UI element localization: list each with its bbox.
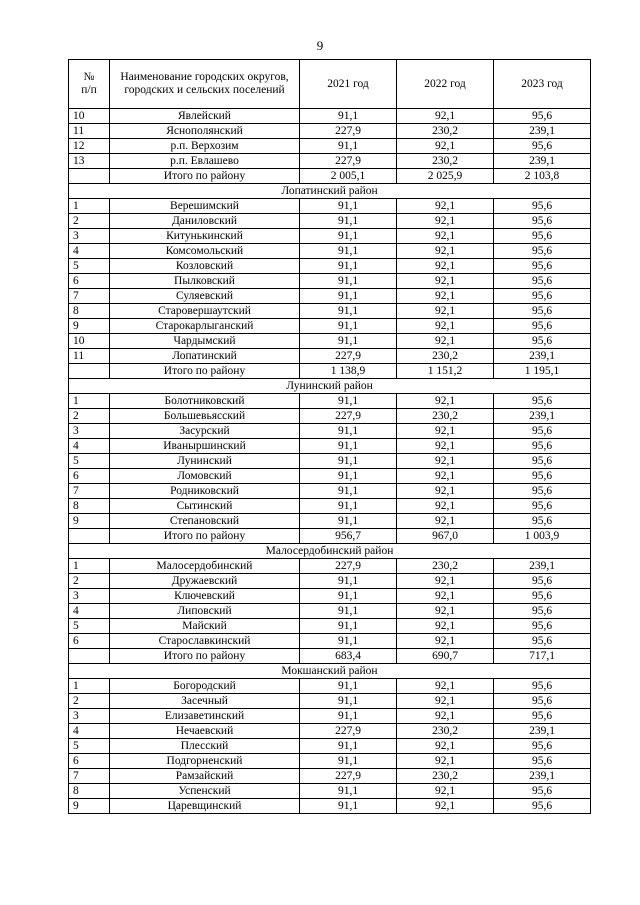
cell-2022: 230,2 xyxy=(397,769,494,784)
cell-number: 3 xyxy=(69,229,110,244)
cell-name: Яснополянский xyxy=(110,124,300,139)
cell-name: Рамзайский xyxy=(110,769,300,784)
table-row xyxy=(69,409,591,424)
cell-2022: 92,1 xyxy=(397,289,494,304)
cell-2021: 91,1 xyxy=(300,484,397,499)
cell-number: 4 xyxy=(69,244,110,259)
table-row xyxy=(69,709,591,724)
cell-2022: 92,1 xyxy=(397,484,494,499)
cell-name: Чардымский xyxy=(110,334,300,349)
cell-2021: 91,1 xyxy=(300,259,397,274)
cell-name: Итого по району xyxy=(110,529,300,544)
header-2023: 2023 год xyxy=(494,60,591,109)
cell-number xyxy=(69,529,110,544)
cell-2021: 91,1 xyxy=(300,634,397,649)
table-row xyxy=(69,334,591,349)
cell-2023: 95,6 xyxy=(494,394,591,409)
cell-number xyxy=(69,169,110,184)
cell-2023: 95,6 xyxy=(494,574,591,589)
total-row xyxy=(69,529,591,544)
cell-2022: 92,1 xyxy=(397,199,494,214)
cell-2022: 92,1 xyxy=(397,214,494,229)
cell-2023: 239,1 xyxy=(494,154,591,169)
cell-2023: 95,6 xyxy=(494,604,591,619)
cell-2021: 227,9 xyxy=(300,724,397,739)
table-body xyxy=(69,109,591,814)
cell-2022: 92,1 xyxy=(397,604,494,619)
cell-2021: 91,1 xyxy=(300,514,397,529)
cell-2021: 956,7 xyxy=(300,529,397,544)
cell-2021: 91,1 xyxy=(300,589,397,604)
table-row xyxy=(69,604,591,619)
cell-2023: 95,6 xyxy=(494,319,591,334)
cell-2021: 91,1 xyxy=(300,694,397,709)
total-row xyxy=(69,169,591,184)
cell-2023: 95,6 xyxy=(494,469,591,484)
cell-number: 3 xyxy=(69,709,110,724)
table-row xyxy=(69,454,591,469)
table-row xyxy=(69,634,591,649)
cell-number: 4 xyxy=(69,724,110,739)
cell-2021: 91,1 xyxy=(300,214,397,229)
cell-2022: 92,1 xyxy=(397,754,494,769)
cell-2023: 95,6 xyxy=(494,199,591,214)
cell-2022: 92,1 xyxy=(397,319,494,334)
cell-2022: 92,1 xyxy=(397,634,494,649)
cell-2023: 95,6 xyxy=(494,274,591,289)
cell-number: 6 xyxy=(69,634,110,649)
cell-2021: 91,1 xyxy=(300,199,397,214)
cell-2023: 95,6 xyxy=(494,139,591,154)
table-row xyxy=(69,484,591,499)
cell-2022: 1 151,2 xyxy=(397,364,494,379)
cell-number: 2 xyxy=(69,214,110,229)
cell-2021: 91,1 xyxy=(300,499,397,514)
cell-number: 1 xyxy=(69,559,110,574)
allocation-table xyxy=(68,59,591,814)
cell-name: Подгорненский xyxy=(110,754,300,769)
table-row xyxy=(69,469,591,484)
cell-number: 5 xyxy=(69,739,110,754)
cell-2022: 92,1 xyxy=(397,784,494,799)
cell-2023: 95,6 xyxy=(494,484,591,499)
cell-2023: 95,6 xyxy=(494,784,591,799)
header-2022: 2022 год xyxy=(397,60,494,109)
table-row xyxy=(69,274,591,289)
cell-name: Нечаевский xyxy=(110,724,300,739)
cell-number: 10 xyxy=(69,109,110,124)
cell-name: Итого по району xyxy=(110,169,300,184)
cell-name: Лунинский xyxy=(110,454,300,469)
cell-2021: 91,1 xyxy=(300,334,397,349)
cell-2021: 227,9 xyxy=(300,409,397,424)
cell-2022: 92,1 xyxy=(397,799,494,814)
cell-number: 11 xyxy=(69,124,110,139)
cell-2022: 92,1 xyxy=(397,274,494,289)
cell-2023: 1 195,1 xyxy=(494,364,591,379)
cell-name: Старовершаутский xyxy=(110,304,300,319)
cell-name: Засурский xyxy=(110,424,300,439)
cell-number: 11 xyxy=(69,349,110,364)
cell-name: р.п. Верхозим xyxy=(110,139,300,154)
cell-name: Китунькинский xyxy=(110,229,300,244)
cell-number: 6 xyxy=(69,469,110,484)
table-row xyxy=(69,679,591,694)
table-row xyxy=(69,199,591,214)
cell-number: 5 xyxy=(69,619,110,634)
cell-2023: 239,1 xyxy=(494,349,591,364)
cell-name: Засечный xyxy=(110,694,300,709)
cell-name: Верешимский xyxy=(110,199,300,214)
section-row xyxy=(69,664,591,679)
section-title: Мокшанский район xyxy=(69,664,591,679)
section-title: Лунинский район xyxy=(69,379,591,394)
cell-number: 8 xyxy=(69,304,110,319)
cell-2021: 91,1 xyxy=(300,424,397,439)
cell-number: 4 xyxy=(69,604,110,619)
section-row xyxy=(69,379,591,394)
cell-name: Сытинский xyxy=(110,499,300,514)
cell-2021: 91,1 xyxy=(300,394,397,409)
section-title: Лопатинский район xyxy=(69,184,591,199)
cell-2021: 91,1 xyxy=(300,619,397,634)
cell-2023: 95,6 xyxy=(494,214,591,229)
cell-2022: 92,1 xyxy=(397,694,494,709)
section-row xyxy=(69,544,591,559)
section-row xyxy=(69,184,591,199)
cell-name: Козловский xyxy=(110,259,300,274)
cell-2023: 95,6 xyxy=(494,454,591,469)
cell-2021: 227,9 xyxy=(300,559,397,574)
cell-2021: 91,1 xyxy=(300,709,397,724)
cell-name: Итого по району xyxy=(110,364,300,379)
cell-2021: 91,1 xyxy=(300,109,397,124)
cell-2023: 95,6 xyxy=(494,439,591,454)
total-row xyxy=(69,649,591,664)
cell-2021: 683,4 xyxy=(300,649,397,664)
table-row xyxy=(69,394,591,409)
cell-number: 4 xyxy=(69,439,110,454)
cell-2022: 230,2 xyxy=(397,559,494,574)
cell-name: Старославкинский xyxy=(110,634,300,649)
cell-number: 13 xyxy=(69,154,110,169)
cell-2023: 95,6 xyxy=(494,634,591,649)
cell-2023: 95,6 xyxy=(494,754,591,769)
table-row xyxy=(69,499,591,514)
cell-2023: 239,1 xyxy=(494,769,591,784)
table-row xyxy=(69,739,591,754)
total-row xyxy=(69,364,591,379)
cell-2021: 91,1 xyxy=(300,244,397,259)
cell-2023: 95,6 xyxy=(494,679,591,694)
cell-number: 3 xyxy=(69,589,110,604)
cell-number: 5 xyxy=(69,454,110,469)
table-row xyxy=(69,319,591,334)
cell-2022: 92,1 xyxy=(397,514,494,529)
cell-2023: 95,6 xyxy=(494,694,591,709)
cell-2021: 91,1 xyxy=(300,439,397,454)
cell-2022: 92,1 xyxy=(397,229,494,244)
cell-name: Ломовский xyxy=(110,469,300,484)
cell-2021: 1 138,9 xyxy=(300,364,397,379)
cell-name: Успенский xyxy=(110,784,300,799)
cell-name: Большевьясский xyxy=(110,409,300,424)
cell-2021: 91,1 xyxy=(300,454,397,469)
cell-2021: 91,1 xyxy=(300,304,397,319)
cell-2021: 91,1 xyxy=(300,739,397,754)
cell-2023: 95,6 xyxy=(494,514,591,529)
cell-2022: 230,2 xyxy=(397,124,494,139)
cell-number: 2 xyxy=(69,409,110,424)
table-row xyxy=(69,724,591,739)
cell-2022: 967,0 xyxy=(397,529,494,544)
cell-2022: 92,1 xyxy=(397,619,494,634)
cell-2022: 690,7 xyxy=(397,649,494,664)
cell-2022: 92,1 xyxy=(397,709,494,724)
cell-name: Пылковский xyxy=(110,274,300,289)
cell-2023: 95,6 xyxy=(494,229,591,244)
cell-number xyxy=(69,364,110,379)
cell-2023: 95,6 xyxy=(494,334,591,349)
cell-2023: 95,6 xyxy=(494,424,591,439)
cell-number: 1 xyxy=(69,199,110,214)
cell-2021: 91,1 xyxy=(300,574,397,589)
cell-2022: 92,1 xyxy=(397,499,494,514)
cell-2022: 92,1 xyxy=(397,109,494,124)
header-name: Наименование городских округов, городских и сельских поселений xyxy=(110,60,300,109)
cell-2023: 95,6 xyxy=(494,499,591,514)
cell-2021: 91,1 xyxy=(300,319,397,334)
table-row xyxy=(69,574,591,589)
cell-2021: 91,1 xyxy=(300,604,397,619)
cell-2022: 2 025,9 xyxy=(397,169,494,184)
cell-number: 8 xyxy=(69,499,110,514)
cell-name: Малосердобинский xyxy=(110,559,300,574)
cell-2023: 239,1 xyxy=(494,124,591,139)
cell-name: Итого по району xyxy=(110,649,300,664)
cell-number: 7 xyxy=(69,289,110,304)
cell-2022: 230,2 xyxy=(397,724,494,739)
cell-2021: 91,1 xyxy=(300,139,397,154)
cell-2021: 91,1 xyxy=(300,679,397,694)
cell-number: 3 xyxy=(69,424,110,439)
cell-2021: 2 005,1 xyxy=(300,169,397,184)
cell-2023: 95,6 xyxy=(494,589,591,604)
cell-number: 6 xyxy=(69,754,110,769)
cell-2021: 91,1 xyxy=(300,469,397,484)
table-row xyxy=(69,154,591,169)
cell-2023: 239,1 xyxy=(494,559,591,574)
cell-name: Явлейский xyxy=(110,109,300,124)
cell-name: Старокарлыганский xyxy=(110,319,300,334)
cell-2021: 227,9 xyxy=(300,154,397,169)
table-row xyxy=(69,229,591,244)
table-row xyxy=(69,139,591,154)
cell-number: 6 xyxy=(69,274,110,289)
table-row xyxy=(69,754,591,769)
cell-2021: 227,9 xyxy=(300,349,397,364)
cell-2023: 95,6 xyxy=(494,739,591,754)
table-header-row xyxy=(69,60,591,109)
cell-2022: 92,1 xyxy=(397,589,494,604)
cell-number: 9 xyxy=(69,319,110,334)
cell-number: 7 xyxy=(69,769,110,784)
cell-number xyxy=(69,649,110,664)
cell-2021: 91,1 xyxy=(300,289,397,304)
cell-number: 7 xyxy=(69,484,110,499)
cell-name: Царевщинский xyxy=(110,799,300,814)
cell-2023: 717,1 xyxy=(494,649,591,664)
cell-2023: 1 003,9 xyxy=(494,529,591,544)
table-row xyxy=(69,784,591,799)
cell-name: Ключевский xyxy=(110,589,300,604)
cell-name: Дружаевский xyxy=(110,574,300,589)
table-row xyxy=(69,439,591,454)
cell-2022: 230,2 xyxy=(397,409,494,424)
header-number: № п/п xyxy=(69,60,110,109)
cell-2022: 92,1 xyxy=(397,259,494,274)
table-row xyxy=(69,259,591,274)
table-row xyxy=(69,289,591,304)
table-row xyxy=(69,124,591,139)
cell-2021: 91,1 xyxy=(300,799,397,814)
cell-2022: 92,1 xyxy=(397,304,494,319)
cell-2022: 92,1 xyxy=(397,679,494,694)
cell-2023: 95,6 xyxy=(494,259,591,274)
cell-name: Степановский xyxy=(110,514,300,529)
cell-2021: 227,9 xyxy=(300,769,397,784)
table-row xyxy=(69,244,591,259)
cell-2022: 92,1 xyxy=(397,439,494,454)
cell-number: 2 xyxy=(69,694,110,709)
table-row xyxy=(69,559,591,574)
cell-number: 10 xyxy=(69,334,110,349)
cell-number: 9 xyxy=(69,514,110,529)
cell-2023: 2 103,8 xyxy=(494,169,591,184)
cell-2023: 95,6 xyxy=(494,709,591,724)
cell-2023: 95,6 xyxy=(494,289,591,304)
cell-2021: 91,1 xyxy=(300,274,397,289)
cell-2023: 95,6 xyxy=(494,619,591,634)
section-title: Малосердобинский район xyxy=(69,544,591,559)
cell-2022: 92,1 xyxy=(397,454,494,469)
table-row xyxy=(69,424,591,439)
cell-name: р.п. Евлашево xyxy=(110,154,300,169)
table-row xyxy=(69,214,591,229)
header-2021: 2021 год xyxy=(300,60,397,109)
cell-2022: 92,1 xyxy=(397,574,494,589)
cell-2022: 92,1 xyxy=(397,394,494,409)
page-number: 9 xyxy=(316,38,324,53)
cell-2021: 91,1 xyxy=(300,229,397,244)
cell-number: 5 xyxy=(69,259,110,274)
cell-2021: 91,1 xyxy=(300,754,397,769)
cell-2021: 227,9 xyxy=(300,124,397,139)
table-row xyxy=(69,694,591,709)
cell-name: Майский xyxy=(110,619,300,634)
cell-2022: 92,1 xyxy=(397,739,494,754)
cell-2023: 95,6 xyxy=(494,109,591,124)
cell-2023: 95,6 xyxy=(494,799,591,814)
cell-2023: 95,6 xyxy=(494,244,591,259)
cell-name: Родниковский xyxy=(110,484,300,499)
table-row xyxy=(69,799,591,814)
cell-number: 2 xyxy=(69,574,110,589)
cell-name: Иваныршинский xyxy=(110,439,300,454)
cell-number: 1 xyxy=(69,394,110,409)
cell-2023: 95,6 xyxy=(494,304,591,319)
cell-name: Липовский xyxy=(110,604,300,619)
cell-number: 9 xyxy=(69,799,110,814)
cell-name: Даниловский xyxy=(110,214,300,229)
cell-2021: 91,1 xyxy=(300,784,397,799)
cell-name: Суляевский xyxy=(110,289,300,304)
table-row xyxy=(69,109,591,124)
table-row xyxy=(69,769,591,784)
table-row xyxy=(69,589,591,604)
cell-2022: 230,2 xyxy=(397,349,494,364)
cell-name: Болотниковский xyxy=(110,394,300,409)
cell-number: 12 xyxy=(69,139,110,154)
cell-2022: 92,1 xyxy=(397,424,494,439)
cell-2023: 239,1 xyxy=(494,409,591,424)
cell-2023: 239,1 xyxy=(494,724,591,739)
table-row xyxy=(69,304,591,319)
cell-number: 1 xyxy=(69,679,110,694)
cell-2022: 92,1 xyxy=(397,469,494,484)
cell-name: Плесский xyxy=(110,739,300,754)
table-row xyxy=(69,349,591,364)
table-row xyxy=(69,619,591,634)
cell-name: Лопатинский xyxy=(110,349,300,364)
cell-name: Елизаветинский xyxy=(110,709,300,724)
cell-2022: 92,1 xyxy=(397,139,494,154)
cell-2022: 230,2 xyxy=(397,154,494,169)
cell-name: Богородский xyxy=(110,679,300,694)
cell-name: Комсомольский xyxy=(110,244,300,259)
table-row xyxy=(69,514,591,529)
cell-number: 8 xyxy=(69,784,110,799)
cell-2022: 92,1 xyxy=(397,334,494,349)
cell-2022: 92,1 xyxy=(397,244,494,259)
